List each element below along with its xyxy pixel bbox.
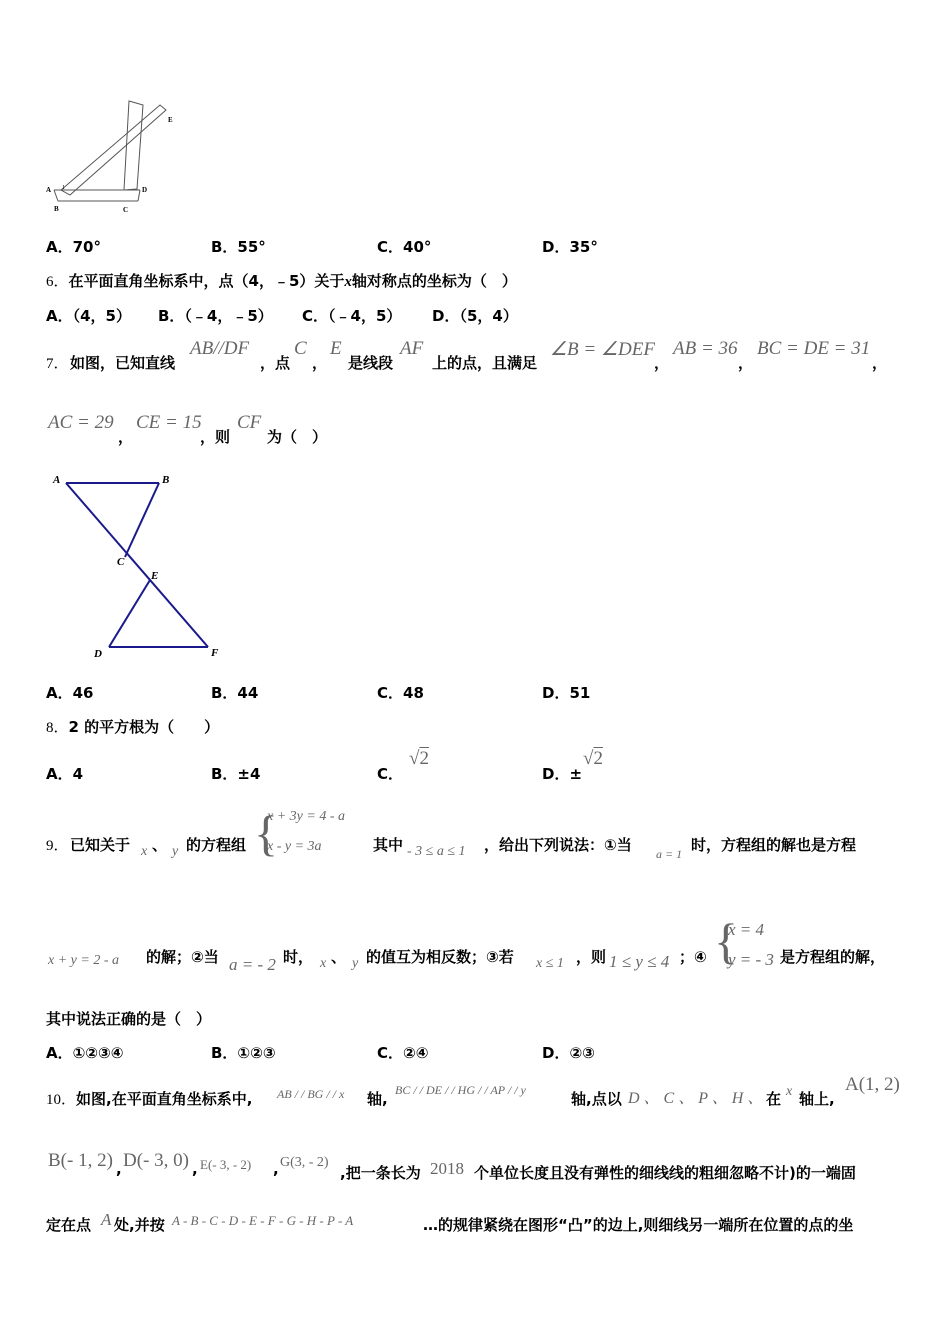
q10-point-d: D(- 3, 0) bbox=[123, 1150, 189, 1171]
q9-math-x-2: x bbox=[320, 956, 327, 971]
fig5-label-e: E bbox=[168, 116, 173, 124]
q7-math-bc-de: BC = DE = 31 bbox=[757, 338, 871, 359]
q7-comma-2: ， bbox=[738, 354, 754, 372]
q9-solution-x: x = 4 bbox=[728, 920, 765, 939]
q9-text-11: 是方程组的解， bbox=[780, 948, 886, 966]
q9-a-eq-1: a = 1 bbox=[656, 847, 683, 861]
q8-stem-text: 2 的平方根为（ ） bbox=[68, 718, 220, 736]
q9-system-brace: { bbox=[254, 805, 278, 861]
fig7-label-c: C bbox=[117, 556, 125, 568]
q10-text-9: 处,并按 bbox=[114, 1216, 165, 1234]
q5-option-b: B．55° bbox=[211, 238, 266, 256]
q10-text-3: 轴,点以 bbox=[571, 1090, 622, 1108]
q7-text-7: 为（ ） bbox=[267, 428, 328, 446]
q9-eq-1: x + 3y = 4 - a bbox=[267, 809, 345, 824]
q6-stem bbox=[46, 270, 517, 291]
q9-math-y-2: y bbox=[352, 956, 359, 971]
q7-option-a: A．46 bbox=[46, 684, 94, 702]
q7-math-ab36: AB = 36 bbox=[673, 338, 738, 359]
q7-number: 7． bbox=[46, 356, 69, 372]
q9-eq-2: x - y = 3a bbox=[267, 839, 322, 854]
q9-text-6: 的解；②当 bbox=[146, 948, 219, 966]
q6-number: 6． bbox=[46, 274, 69, 290]
q9-eq-3: x + y = 2 - a bbox=[48, 953, 119, 968]
fig5-label-b: B bbox=[54, 205, 59, 213]
q7-math-e: E bbox=[330, 338, 342, 359]
q7-text-3: ， bbox=[312, 354, 328, 372]
q9-text-5: 时，方程组的解也是方程 bbox=[691, 836, 857, 854]
fig5-label-1: 1 bbox=[62, 185, 65, 191]
q8-option-d: D．± bbox=[542, 765, 583, 783]
q10-number: 10． bbox=[46, 1092, 77, 1108]
fig7-label-d: D bbox=[94, 648, 102, 660]
q9-text-3: 其中 bbox=[373, 836, 404, 854]
q10-text-8: 定在点 bbox=[46, 1216, 92, 1234]
q10-comma-3: , bbox=[273, 1160, 279, 1178]
q9-text-2: 的方程组 bbox=[186, 836, 247, 854]
q6-option-c: C．（﹣4，5） bbox=[302, 307, 402, 325]
q8-option-c-sqrt: √2 bbox=[409, 748, 429, 769]
q9-text-9: ，则 bbox=[576, 948, 607, 966]
q10-text-7: 个单位长度且没有弹性的细线线的粗细忽略不计)的一端固 bbox=[474, 1164, 856, 1182]
q5-option-a: A．70° bbox=[46, 238, 101, 256]
q7-text-2: ，点 bbox=[260, 354, 291, 372]
q9-text-4: ，给出下列说法：①当 bbox=[484, 836, 632, 854]
q10-parallel-x: AB / / BG / / x bbox=[277, 1087, 345, 1101]
q9-option-a: A．①②③④ bbox=[46, 1044, 124, 1062]
q7-comma-4: ， bbox=[118, 428, 134, 446]
q10-length: 2018 bbox=[430, 1159, 464, 1178]
q6-option-b: B．（﹣4，﹣5） bbox=[158, 307, 273, 325]
q8-option-c: C． bbox=[377, 765, 404, 783]
q10-text-4: 在 bbox=[766, 1090, 782, 1108]
q10-point-b: B(- 1, 2) bbox=[48, 1150, 113, 1171]
q10-comma-1: , bbox=[116, 1160, 122, 1178]
q8-option-b: B．±4 bbox=[211, 765, 261, 783]
fig7-label-f: F bbox=[211, 647, 219, 659]
q5-figure bbox=[40, 95, 190, 220]
q9-text-12: 其中说法正确的是（ ） bbox=[46, 1010, 212, 1028]
q7-text-1: 如图，已知直线 bbox=[70, 354, 176, 372]
q9-range: - 3 ≤ a ≤ 1 bbox=[407, 844, 466, 859]
q9-option-c: C．②④ bbox=[377, 1044, 429, 1062]
q10-text-5: 轴上, bbox=[799, 1090, 835, 1108]
q7-math-ac29: AC = 29 bbox=[48, 412, 114, 433]
q10-text-1: 如图,在平面直角坐标系中, bbox=[76, 1090, 253, 1108]
fig7-label-b: B bbox=[162, 474, 170, 486]
q6-stem-a: 在平面直角坐标系中，点（4，﹣5）关于 bbox=[68, 272, 345, 290]
q5-option-d: D．35° bbox=[542, 238, 598, 256]
q9-text-1: 已知关于 bbox=[70, 836, 131, 854]
q7-text-6: ，则 bbox=[200, 428, 231, 446]
q9-y-condition: 1 ≤ y ≤ 4 bbox=[609, 952, 670, 971]
q7-math-af: AF bbox=[400, 338, 424, 359]
q7-option-b: B．44 bbox=[211, 684, 259, 702]
q9-math-y: y bbox=[172, 844, 179, 859]
q9-text-8: 的值互为相反数；③若 bbox=[366, 948, 514, 966]
q8-option-c-radicand: 2 bbox=[419, 748, 429, 769]
q8-option-d-radicand: 2 bbox=[593, 748, 603, 769]
q7-option-c: C．48 bbox=[377, 684, 424, 702]
q7-math-c: C bbox=[294, 338, 307, 359]
q9-x-condition: x ≤ 1 bbox=[536, 956, 564, 971]
q7-comma-3: ， bbox=[872, 354, 888, 372]
q10-point-a: A(1, 2) bbox=[845, 1074, 900, 1095]
q7-text-5: 上的点，且满足 bbox=[432, 354, 538, 372]
q7-option-d: D．51 bbox=[542, 684, 591, 702]
q8-option-d-sqrt: √2 bbox=[583, 748, 603, 769]
q10-point-g: G(3, - 2) bbox=[280, 1155, 329, 1170]
q9-number: 9． bbox=[46, 838, 69, 854]
q7-comma-1: ， bbox=[654, 354, 670, 372]
q8-option-a: A．4 bbox=[46, 765, 84, 783]
q8-stem bbox=[46, 716, 219, 737]
q9-option-d: D．②③ bbox=[542, 1044, 595, 1062]
q7-text-4: 是线段 bbox=[348, 354, 394, 372]
q9-sep-1: 、 bbox=[152, 836, 168, 854]
q7-figure bbox=[40, 465, 240, 670]
q10-parallel-y: BC / / DE / / HG / / AP / / y bbox=[395, 1083, 526, 1097]
q9-option-b: B．①②③ bbox=[211, 1044, 276, 1062]
q9-text-7: 时， bbox=[283, 948, 314, 966]
fig5-label-d: D bbox=[142, 186, 148, 194]
q7-math-cf: CF bbox=[237, 412, 262, 433]
q10-point-e: E(- 3, - 2) bbox=[200, 1157, 252, 1172]
q10-points: D 、 C 、 P 、 H 、 bbox=[628, 1090, 764, 1107]
q10-comma-2: , bbox=[192, 1160, 198, 1178]
q10-text-10: …的规律紧绕在图形“凸”的边上,则细线另一端所在位置的点的坐 bbox=[423, 1216, 854, 1234]
q8-number: 8． bbox=[46, 720, 69, 736]
q9-a-eq-neg2: a = - 2 bbox=[229, 955, 276, 974]
fig7-label-a: A bbox=[53, 474, 61, 486]
q9-solution-y: y = - 3 bbox=[728, 950, 774, 969]
fig7-label-e: E bbox=[151, 570, 159, 582]
q10-x-axis: x bbox=[786, 1084, 793, 1099]
fig5-label-a: A bbox=[46, 186, 52, 194]
q9-text-10: ；④ bbox=[679, 948, 707, 966]
q10-point-a-ref: A bbox=[101, 1210, 112, 1229]
q6-stem-b: 轴对称点的坐标为（ ） bbox=[351, 272, 517, 290]
q9-solution-brace: { bbox=[714, 913, 738, 969]
q9-sep-2: 、 bbox=[331, 948, 347, 966]
q10-text-2: 轴, bbox=[367, 1090, 388, 1108]
q7-math-ce15: CE = 15 bbox=[136, 412, 202, 433]
q10-text-6: ,把一条长为 bbox=[340, 1164, 421, 1182]
q7-math-angle: ∠B = ∠DEF bbox=[550, 339, 655, 360]
q5-option-c: C．40° bbox=[377, 238, 432, 256]
q6-option-a: A．（4，5） bbox=[46, 307, 131, 325]
q7-math-ab-df: AB//DF bbox=[190, 338, 250, 359]
q10-path: A - B - C - D - E - F - G - H - P - A bbox=[172, 1213, 354, 1228]
q6-x: x bbox=[344, 274, 352, 290]
q6-option-d: D．（5，4） bbox=[432, 307, 518, 325]
q9-math-x: x bbox=[141, 844, 148, 859]
fig5-label-c: C bbox=[123, 206, 129, 214]
